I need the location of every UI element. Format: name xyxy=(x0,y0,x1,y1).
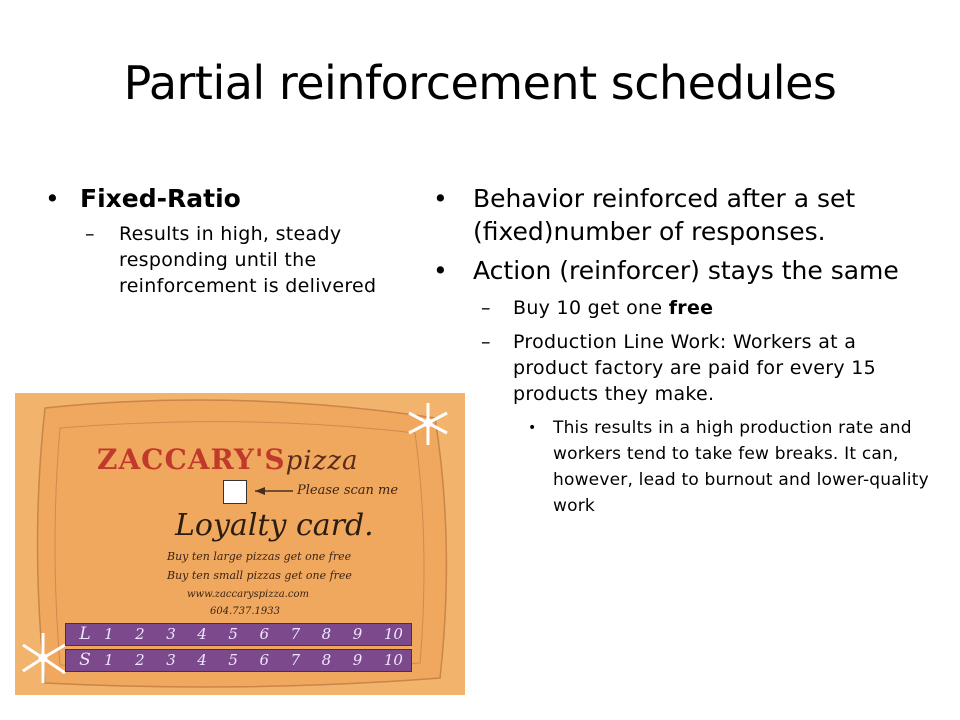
dash-icon: – xyxy=(481,297,491,319)
bullet-icon: • xyxy=(528,420,537,436)
bullet-icon: • xyxy=(45,184,60,213)
action-text: Action (reinforcer) stays the same xyxy=(473,256,899,285)
scan-label: Please scan me xyxy=(297,483,399,498)
left-column xyxy=(45,182,445,307)
loyalty-card-image xyxy=(15,393,465,695)
bullet-behavior xyxy=(433,182,933,248)
free-text: free xyxy=(668,297,714,319)
results-text: Results in high, steady responding until the reinforcement is delivered xyxy=(119,223,377,297)
sub-bullet-results xyxy=(45,221,445,299)
sub-bullet-buy10 xyxy=(433,295,933,321)
row-numbers: 1 2 3 4 5 6 7 8 9 10 xyxy=(104,651,403,669)
website: www.zaccaryspizza.com xyxy=(187,589,310,600)
production-text: Production Line Work: Workers at a product factory are paid for every 15 products they make. xyxy=(513,331,877,405)
sub-bullet-production xyxy=(433,329,933,407)
loyalty-card-title: Loyalty card. xyxy=(175,508,374,543)
dash-icon: – xyxy=(481,331,491,353)
bullet-icon: • xyxy=(433,184,448,213)
sub-sub-bullet-results xyxy=(433,415,933,519)
stamp-row-large xyxy=(65,623,412,646)
offer-large: Buy ten large pizzas get one free xyxy=(167,550,352,563)
behavior-text: Behavior reinforced after a set (fixed)number of responses. xyxy=(473,184,856,246)
offer-small: Buy ten small pizzas get one free xyxy=(167,569,352,582)
stamp-row-small xyxy=(65,649,412,672)
pizza-brand-logo: ZACCARY'Spizza xyxy=(97,443,359,476)
right-column xyxy=(433,182,933,519)
buy10-text: Buy 10 get one xyxy=(513,297,669,319)
fixed-ratio-heading: Fixed-Ratio xyxy=(80,184,241,213)
phone: 604.737.1933 xyxy=(210,606,280,617)
dash-icon: – xyxy=(85,223,95,245)
row-numbers: 1 2 3 4 5 6 7 8 9 10 xyxy=(104,625,403,643)
bullet-action xyxy=(433,254,933,287)
bullet-icon: • xyxy=(433,256,448,285)
row-label: S xyxy=(79,650,91,670)
row-label: L xyxy=(79,624,91,644)
bullet-fixed-ratio xyxy=(45,182,445,215)
slide-title: Partial reinforcement schedules xyxy=(123,56,837,110)
high-production-text: This results in a high production rate and workers tend to take few breaks. It can, however, lead to burnout and lower-quality work xyxy=(553,418,929,516)
qr-code-icon xyxy=(223,480,247,504)
